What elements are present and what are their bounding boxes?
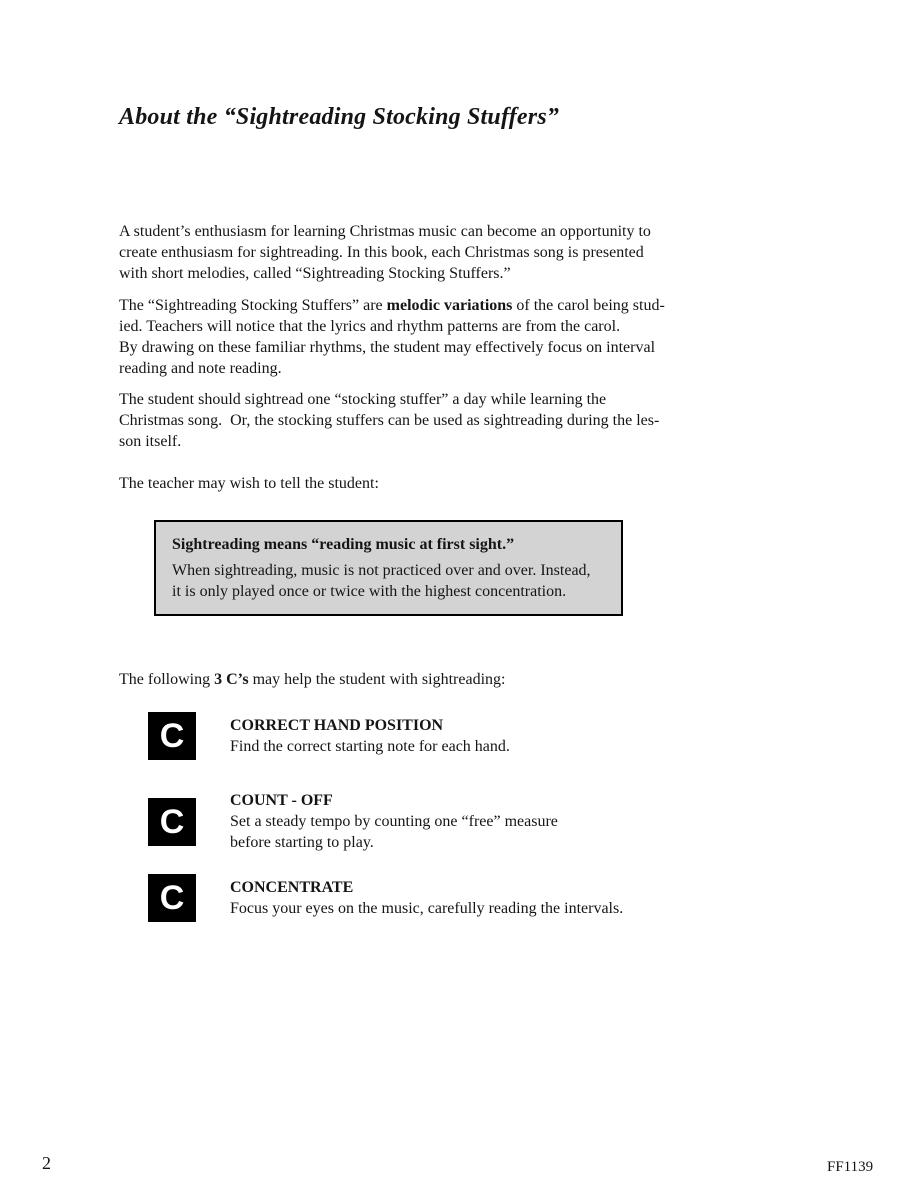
paragraph-line: A student’s enthusiasm for learning Christmas music can become an opportunity to	[119, 223, 651, 240]
paragraph-line: ied. Teachers will notice that the lyrics and rhythm patterns are from the carol.	[119, 318, 621, 335]
text-segment: of the carol being stud-	[512, 297, 665, 314]
paragraph-line	[119, 669, 505, 690]
text-segment: may help the student with sightreading:	[248, 671, 506, 688]
c-letter-badge: C	[148, 712, 196, 760]
c-item-text	[230, 790, 558, 853]
paragraph-line: with short melodies, called “Sightreading Stocking Stuffers.”	[119, 265, 511, 282]
c-item-heading: COUNT - OFF	[230, 792, 333, 809]
c-item-heading: CORRECT HAND POSITION	[230, 717, 444, 734]
c-item-line: Find the correct starting note for each hand.	[230, 738, 510, 755]
c-item-line: before starting to play.	[230, 834, 374, 851]
c-letter-badge: C	[148, 798, 196, 846]
three-cs-intro-line	[119, 669, 505, 690]
variations-paragraph	[119, 295, 665, 379]
text-segment: The following	[119, 671, 215, 688]
c-item-count-off	[148, 790, 558, 853]
c-item-line: Focus your eyes on the music, carefully reading the intervals.	[230, 900, 624, 917]
text-segment: The “Sightreading Stocking Stuffers” are	[119, 297, 387, 314]
c-item-text	[230, 877, 623, 919]
sightreading-definition-box	[154, 520, 623, 616]
paragraph-line: son itself.	[119, 433, 182, 450]
c-letter-badge: C	[148, 874, 196, 922]
c-item-line: Set a steady tempo by counting one “free” measure	[230, 813, 558, 830]
paragraph-line: The student should sightread one “stocking stuffer” a day while learning the	[119, 391, 607, 408]
bold-text-segment: melodic variations	[386, 297, 513, 314]
c-item-concentrate	[148, 874, 623, 922]
c-item-text	[230, 715, 510, 757]
callout-line: it is only played once or twice with the highest concentration.	[172, 583, 567, 600]
c-item-correct-hand-position	[148, 712, 510, 760]
paragraph-line: create enthusiasm for sightreading. In this book, each Christmas song is presented	[119, 244, 644, 261]
intro-paragraph	[119, 221, 651, 284]
c-item-heading: CONCENTRATE	[230, 879, 354, 896]
callout-line: When sightreading, music is not practiced over and over. Instead,	[172, 562, 591, 579]
paragraph-line: By drawing on these familiar rhythms, the student may effectively focus on interval	[119, 339, 656, 356]
paragraph-line: reading and note reading.	[119, 360, 282, 377]
paragraph-line: The teacher may wish to tell the student:	[119, 475, 379, 492]
bold-text-segment: 3 C’s	[214, 671, 249, 688]
page-title: About the “Sightreading Stocking Stuffers”	[119, 104, 560, 130]
callout-heading: Sightreading means “reading music at first sight.”	[172, 536, 515, 553]
footer-page-number: 2	[42, 1153, 51, 1173]
footer-catalog-code: FF1139	[827, 1159, 874, 1175]
usage-paragraph	[119, 389, 659, 452]
paragraph-line: Christmas song. Or, the stocking stuffers can be used as sightreading during the les-	[119, 412, 660, 429]
teacher-prompt-line	[119, 473, 379, 494]
paragraph-line	[119, 295, 665, 316]
